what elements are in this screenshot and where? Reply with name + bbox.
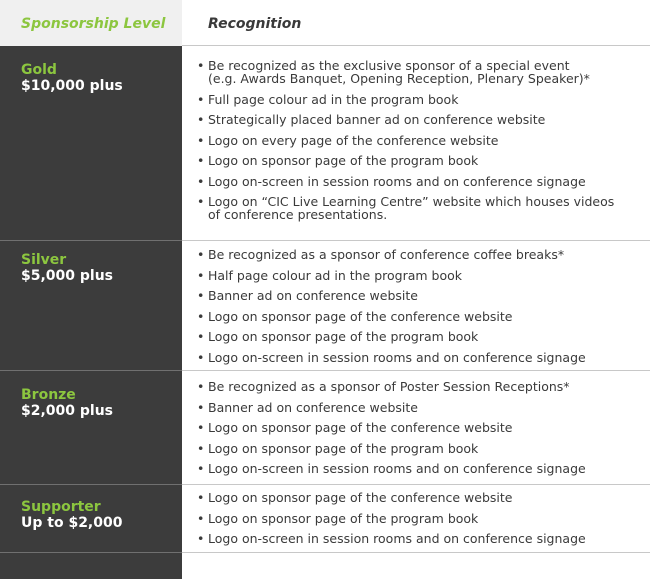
row-divider (0, 552, 182, 553)
recognition-list (197, 491, 637, 553)
row-divider (182, 370, 650, 371)
recognition-item-text: • Logo on “CIC Live Learning Centre” website which houses videos (208, 194, 615, 209)
recognition-item-text: (e.g. Awards Banquet, Opening Reception, Plenary Speaker)* (208, 71, 590, 86)
recognition-item (197, 195, 637, 221)
level-header-cell (0, 0, 182, 46)
tier-name: Supporter (21, 499, 101, 515)
row-divider (0, 370, 182, 371)
recognition-item-text: • Banner ad on conference website (208, 288, 418, 303)
row-divider (182, 484, 650, 485)
recognition-item-text: • Logo on sponsor page of the program book (208, 440, 479, 456)
recognition-item-text: • Logo on every page of the conference website (208, 132, 499, 148)
tier-amount: Up to $2,000 (21, 515, 123, 531)
recognition-list (197, 380, 637, 483)
recognition-item (197, 442, 637, 455)
recognition-list (197, 59, 637, 229)
recognition-item-text: • Logo on sponsor page of the conference website (208, 490, 513, 505)
recognition-item (197, 462, 637, 475)
header-divider (182, 45, 650, 46)
recognition-item (197, 269, 637, 282)
tier-amount: $2,000 plus (21, 403, 114, 419)
recognition-item-text: • Logo on-screen in session rooms and on conference signage (208, 349, 586, 365)
recognition-list (197, 248, 637, 371)
recognition-item (197, 113, 637, 126)
level-header: Sponsorship Level (21, 16, 166, 32)
recognition-item-text: • Logo on sponsor page of the conference website (208, 420, 513, 435)
recognition-item-text: • Logo on sponsor page of the program book (208, 329, 479, 344)
recognition-item-text: • Logo on sponsor page of the program book (208, 153, 479, 168)
recognition-item-text: • Full page colour ad in the program book (208, 91, 459, 107)
recognition-item (197, 491, 637, 504)
row-divider (0, 240, 182, 241)
recognition-item-text: • Be recognized as the exclusive sponsor of a special event (208, 58, 570, 73)
recognition-item (197, 289, 637, 302)
tier-silver (21, 252, 113, 285)
recognition-item (197, 532, 637, 545)
tier-name: Bronze (21, 387, 76, 403)
recognition-item-text: • Strategically placed banner ad on conference website (208, 112, 546, 127)
recognition-item (197, 93, 637, 106)
recognition-item (197, 421, 637, 434)
recognition-item (197, 310, 637, 323)
tier-amount: $10,000 plus (21, 78, 123, 94)
row-divider (0, 484, 182, 485)
recognition-item-text: • Logo on-screen in session rooms and on conference signage (208, 531, 586, 546)
recognition-item (197, 380, 637, 393)
recognition-item (197, 401, 637, 414)
tier-name: Gold (21, 62, 57, 78)
tier-gold (21, 62, 123, 95)
recognition-item-text: • Half page colour ad in the program book (208, 267, 462, 283)
recognition-item (197, 248, 637, 261)
recognition-item-text: • Be recognized as a sponsor of Poster Session Receptions* (208, 379, 570, 394)
recognition-item-text: • Logo on-screen in session rooms and on conference signage (208, 173, 586, 189)
recognition-item-text: • Be recognized as a sponsor of conference coffee breaks* (208, 247, 565, 262)
recognition-item (197, 512, 637, 525)
recognition-item (197, 154, 637, 167)
recognition-item-text: • Logo on-screen in session rooms and on conference signage (208, 461, 586, 476)
tier-name: Silver (21, 252, 67, 268)
recognition-item (197, 351, 637, 364)
recognition-item (197, 330, 637, 343)
tier-supporter (21, 499, 122, 532)
recognition-item (197, 59, 637, 85)
recognition-item (197, 175, 637, 188)
recognition-item-text: of conference presentations. (208, 207, 388, 222)
row-divider (182, 552, 650, 553)
recognition-item-text: • Banner ad on conference website (208, 399, 418, 415)
tier-amount: $5,000 plus (21, 268, 114, 284)
recognition-header: Recognition (208, 16, 302, 32)
recognition-item (197, 134, 637, 147)
row-divider (182, 240, 650, 241)
recognition-item-text: • Logo on sponsor page of the program book (208, 510, 479, 526)
tier-bronze (21, 387, 113, 420)
recognition-item-text: • Logo on sponsor page of the conference website (208, 308, 513, 324)
